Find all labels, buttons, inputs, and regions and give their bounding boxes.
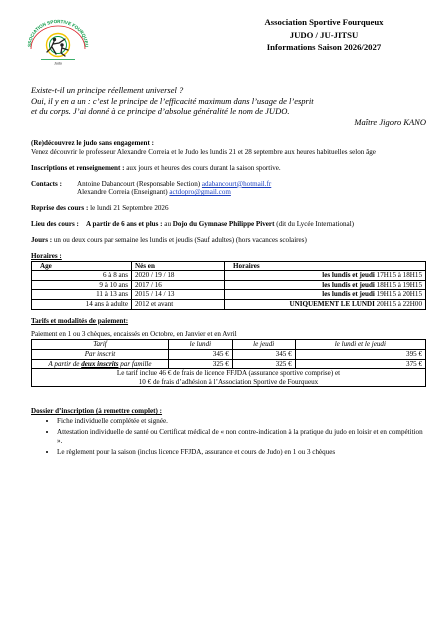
lieu-rest: (dit du Lycée International) [274, 219, 355, 228]
discipline-title: JUDO / JU-JITSU [289, 29, 359, 40]
table-row [32, 290, 426, 300]
tarif-label-cell: Par inscrit [32, 349, 169, 359]
tarifs-header-tarif: Tarif [32, 340, 169, 350]
tarifs-table [31, 339, 426, 387]
table-row [32, 280, 426, 290]
list-item: • Le règlement pour la saison (inclus licence FFJDA, assurance et cours de Judo) en 1 ou 3 chèques [57, 448, 426, 457]
time-text: 20H15 à 22H00 [374, 299, 422, 308]
tarif-label-post: par famille [118, 359, 152, 368]
document-body [31, 139, 426, 459]
age-cell: 9 à 10 ans [32, 280, 132, 290]
contact-2-email-link[interactable]: actdopro@gmail.com [169, 188, 231, 197]
tarif-label-cell [32, 359, 169, 369]
lieu-paragraph [31, 220, 426, 229]
tarifs-intro: Paiement en 1 ou 3 chèques, encaissés en Octobre, en Janvier et en Avril [31, 330, 237, 339]
club-logo [21, 14, 95, 66]
inscriptions-text: aux jours et heures des cours durant la saison sportive. [124, 163, 281, 172]
contact-2-text: Alexandre Correia (Enseignant) [77, 188, 170, 197]
tarifs-header-lundi: le lundi [169, 340, 233, 350]
engagement-text: Venez découvrir le professeur Alexandre Correia et le Judo les lundis 21 et 28 septembre aux heures habituelles selon âge [31, 147, 376, 156]
jours-text: un ou deux cours par semaine les lundis et jeudis (Sauf adultes) (hors vacances scolaires) [52, 235, 307, 244]
days-text: les lundis et jeudi [322, 271, 375, 280]
table-row [32, 299, 426, 309]
dossier-title: Dossier d’inscription (à remettre complet) : [31, 407, 163, 416]
days-text: UNIQUEMENT LE LUNDI [289, 299, 375, 308]
days-text: les lundis et jeudi [322, 280, 375, 289]
contact-1-text: Antoine Dabancourt (Responsable Section) [77, 179, 202, 188]
table-row [32, 369, 426, 387]
reprise-label: Reprise des cours : [31, 203, 89, 212]
contact-1-email-link[interactable]: adabancourt@hotmail.fr [201, 179, 272, 188]
reprise-paragraph [31, 204, 426, 213]
lieu-mid: au [162, 219, 173, 228]
tarifs-note-cell [32, 369, 426, 387]
horaires-title: Horaires : [31, 251, 62, 260]
horaires-header-row [32, 261, 426, 271]
tarifs-header-row [32, 340, 426, 350]
days-text: les lundis et jeudi [322, 290, 375, 299]
tarif-label-bold: deux inscrits [81, 359, 119, 368]
lieu-age: A partir de 6 ans et plus : [85, 219, 163, 228]
kano-quote [31, 85, 426, 127]
time-text: 19H15 à 20H15 [374, 290, 422, 299]
age-cell: 11 à 13 ans [32, 290, 132, 300]
document-header [226, 16, 422, 54]
hours-cell [225, 280, 426, 290]
logo-arc-text: SSOCIATION SPORTIVE FOURQUEU [26, 18, 90, 48]
price-cell: 345 € [232, 349, 295, 359]
horaires-table [31, 261, 426, 310]
horaires-header-year: Nés en [132, 261, 225, 271]
tarifs-note-line: 10 € de frais d’adhésion à l’Association Sportive de Fourqueux [138, 377, 319, 386]
contacts-label: Contacts : [31, 179, 62, 188]
season-title: Informations Saison 2026/2027 [266, 42, 382, 52]
jours-paragraph [31, 236, 426, 245]
contact-line-1 [77, 180, 426, 189]
quote-line: Existe-t-il un principe réellement universel ? [31, 85, 184, 95]
jours-label: Jours : [31, 235, 53, 244]
horaires-header-hours: Horaires [225, 261, 426, 271]
inscriptions-label: Inscriptions et renseignement : [31, 163, 125, 172]
list-item: • Fiche individuelle complétée et signée. [57, 417, 426, 426]
table-row [32, 271, 426, 281]
price-cell: 325 € [169, 359, 233, 369]
hours-cell [225, 290, 426, 300]
list-item: • Attestation individuelle de santé ou Certificat médical de « non contre-indication à la pratique du judo en loisir et en compétition ». [57, 428, 426, 446]
dossier-list [31, 417, 426, 457]
tarif-label-pre: A partir de [48, 359, 82, 368]
lieu-place: Dojo du Gymnase Philippe Pivert [172, 219, 275, 228]
year-cell: 2012 et avant [132, 299, 225, 309]
lieu-label: Lieu des cours : [31, 219, 79, 228]
tarifs-header-jeudi: le jeudi [232, 340, 295, 350]
price-cell: 325 € [232, 359, 295, 369]
org-name: Association Sportive Fourqueux [264, 17, 384, 27]
inscriptions-paragraph [31, 164, 426, 173]
tarifs-header-both: le lundi et le jeudi [295, 340, 425, 350]
quote-line: et du corps. J’ai donné à ce principe d’absolue généralité le nom de JUDO. [31, 106, 290, 117]
age-cell: 6 à 8 ans [32, 271, 132, 281]
quote-author: Maître Jigoro KANO [354, 116, 426, 127]
time-text: 18H15 à 19H15 [374, 280, 422, 289]
price-cell: 345 € [169, 349, 233, 359]
horaires-header-age: Age [32, 261, 132, 271]
logo-sub-text: Judo [54, 61, 62, 66]
price-cell: 395 € [295, 349, 425, 359]
contact-line-2 [77, 188, 426, 197]
year-cell: 2020 / 19 / 18 [132, 271, 225, 281]
engagement-title: (Re)découvrez le judo sans engagement : [31, 139, 155, 147]
table-row [32, 349, 426, 359]
time-text: 17H15 à 18H15 [374, 271, 422, 280]
hours-cell [225, 271, 426, 281]
tarifs-note-line: Le tarif inclue 46 € de frais de licence FFJDA (assurance sportive comprise) et [116, 369, 341, 378]
tarifs-title: Tarifs et modalités de paiement: [31, 316, 129, 325]
price-cell: 375 € [295, 359, 425, 369]
table-row [32, 359, 426, 369]
club-logo-graphic [21, 14, 95, 66]
age-cell: 14 ans à adulte [32, 299, 132, 309]
year-cell: 2015 / 14 / 13 [132, 290, 225, 300]
year-cell: 2017 / 16 [132, 280, 225, 290]
reprise-text: le lundi 21 Septembre 2026 [88, 203, 169, 212]
hours-cell [225, 299, 426, 309]
quote-line: Oui, il y en a un : c’est le principe de l’efficacité maximum dans l’usage de l’esprit [31, 95, 314, 106]
contacts-block [31, 180, 426, 197]
